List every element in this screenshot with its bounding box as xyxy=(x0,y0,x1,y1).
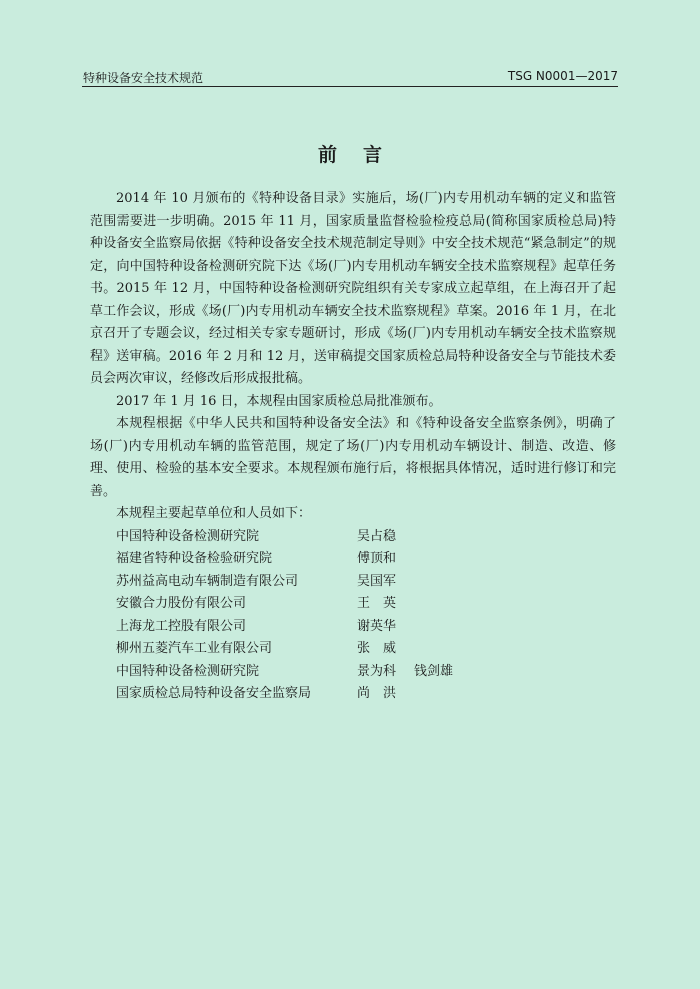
foreword-body xyxy=(90,188,616,706)
drafter-organization: 柳州五菱汽车工业有限公司 xyxy=(116,641,273,656)
drafter-name: 张 威 xyxy=(357,641,397,656)
drafter-people xyxy=(357,571,396,594)
drafter-people xyxy=(357,526,396,549)
paragraph-approval: 2017 年 1 月 16 日，本规程由国家质检总局批准颁布。 xyxy=(116,393,442,409)
drafter-people xyxy=(357,638,396,661)
drafter-name: 尚 洪 xyxy=(357,686,397,701)
drafter-organization: 安徽合力股份有限公司 xyxy=(116,596,247,611)
drafter-organization: 苏州益高电动车辆制造有限公司 xyxy=(116,573,299,589)
drafter-organization: 国家质检总局特种设备安全监察局 xyxy=(116,686,312,701)
drafter-people xyxy=(357,661,453,684)
list-item xyxy=(90,683,616,706)
paragraph-background: 2014 年 10 月颁布的《特种设备目录》实施后，场(厂)内专用机动车辆的定义和监管范围需要进一步明确。2015 年 11 月，国家质量监督检验检疫总局(简称国家质检总局)特种设备安全监察局依据《特种设备安全技术规范制定导则》中安全技术规范“紧急制定”的规定，向中国特种设备检测研究院下达《场(厂)内专用机动车辆安全技术监察规程》起草任务书。2015 年 12 月，中国特种设备检测研究院组织有关专家成立起草组，在上海召开了起草工作会议，形成《场(厂)内专用机动车辆安全技术监察规程》草案。2016 年 1 月，在北京召开了专题会议，经过相关专家专题研讨，形成《场(厂)内专用机动车辆安全技术监察规程》送审稿。2016 年 2 月和 12 月，送审稿提交国家质检总局特种设备安全与节能技术委员会两次审议，经修改后形成报批稿。 xyxy=(90,191,616,386)
list-item xyxy=(90,571,616,594)
list-item xyxy=(90,661,616,684)
drafter-name: 钱剑雄 xyxy=(414,663,454,679)
drafter-organization: 福建省特种设备检验研究院 xyxy=(116,551,273,566)
drafter-people xyxy=(357,683,396,706)
list-item xyxy=(90,638,616,661)
drafter-name: 傅顶和 xyxy=(357,551,397,566)
paragraph-drafters-intro: 本规程主要起草单位和人员如下： xyxy=(116,506,312,521)
drafter-name: 吴国军 xyxy=(357,573,397,589)
drafter-name: 谢英华 xyxy=(357,618,397,634)
list-item xyxy=(90,616,616,639)
drafter-people xyxy=(357,593,396,616)
drafter-name: 王 英 xyxy=(357,596,397,611)
drafter-name: 吴占稳 xyxy=(357,528,397,544)
paragraph-scope: 本规程根据《中华人民共和国特种设备安全法》和《特种设备安全监察条例》，明确了场(厂)内专用机动车辆的监管范围，规定了场(厂)内专用机动车辆设计、制造、改造、修理、使用、检验的基本安全要求。本规程颁布施行后，将根据具体情况，适时进行修订和完善。 xyxy=(90,416,616,499)
drafter-organization: 中国特种设备检测研究院 xyxy=(116,528,260,544)
page-header xyxy=(82,66,618,87)
header-regulation-category: 特种设备安全技术规范 xyxy=(83,71,204,85)
drafter-name: 景为科 xyxy=(357,663,397,679)
drafter-people xyxy=(357,616,396,639)
list-item xyxy=(90,548,616,571)
page-title: 前言 xyxy=(317,144,408,166)
header-document-code: TSG N0001—2017 xyxy=(507,69,618,83)
drafter-organization: 上海龙工控股有限公司 xyxy=(116,618,247,634)
drafters-list xyxy=(90,526,616,706)
drafter-people xyxy=(357,548,396,571)
list-item xyxy=(90,593,616,616)
drafter-organization: 中国特种设备检测研究院 xyxy=(116,663,260,679)
list-item xyxy=(90,526,616,549)
